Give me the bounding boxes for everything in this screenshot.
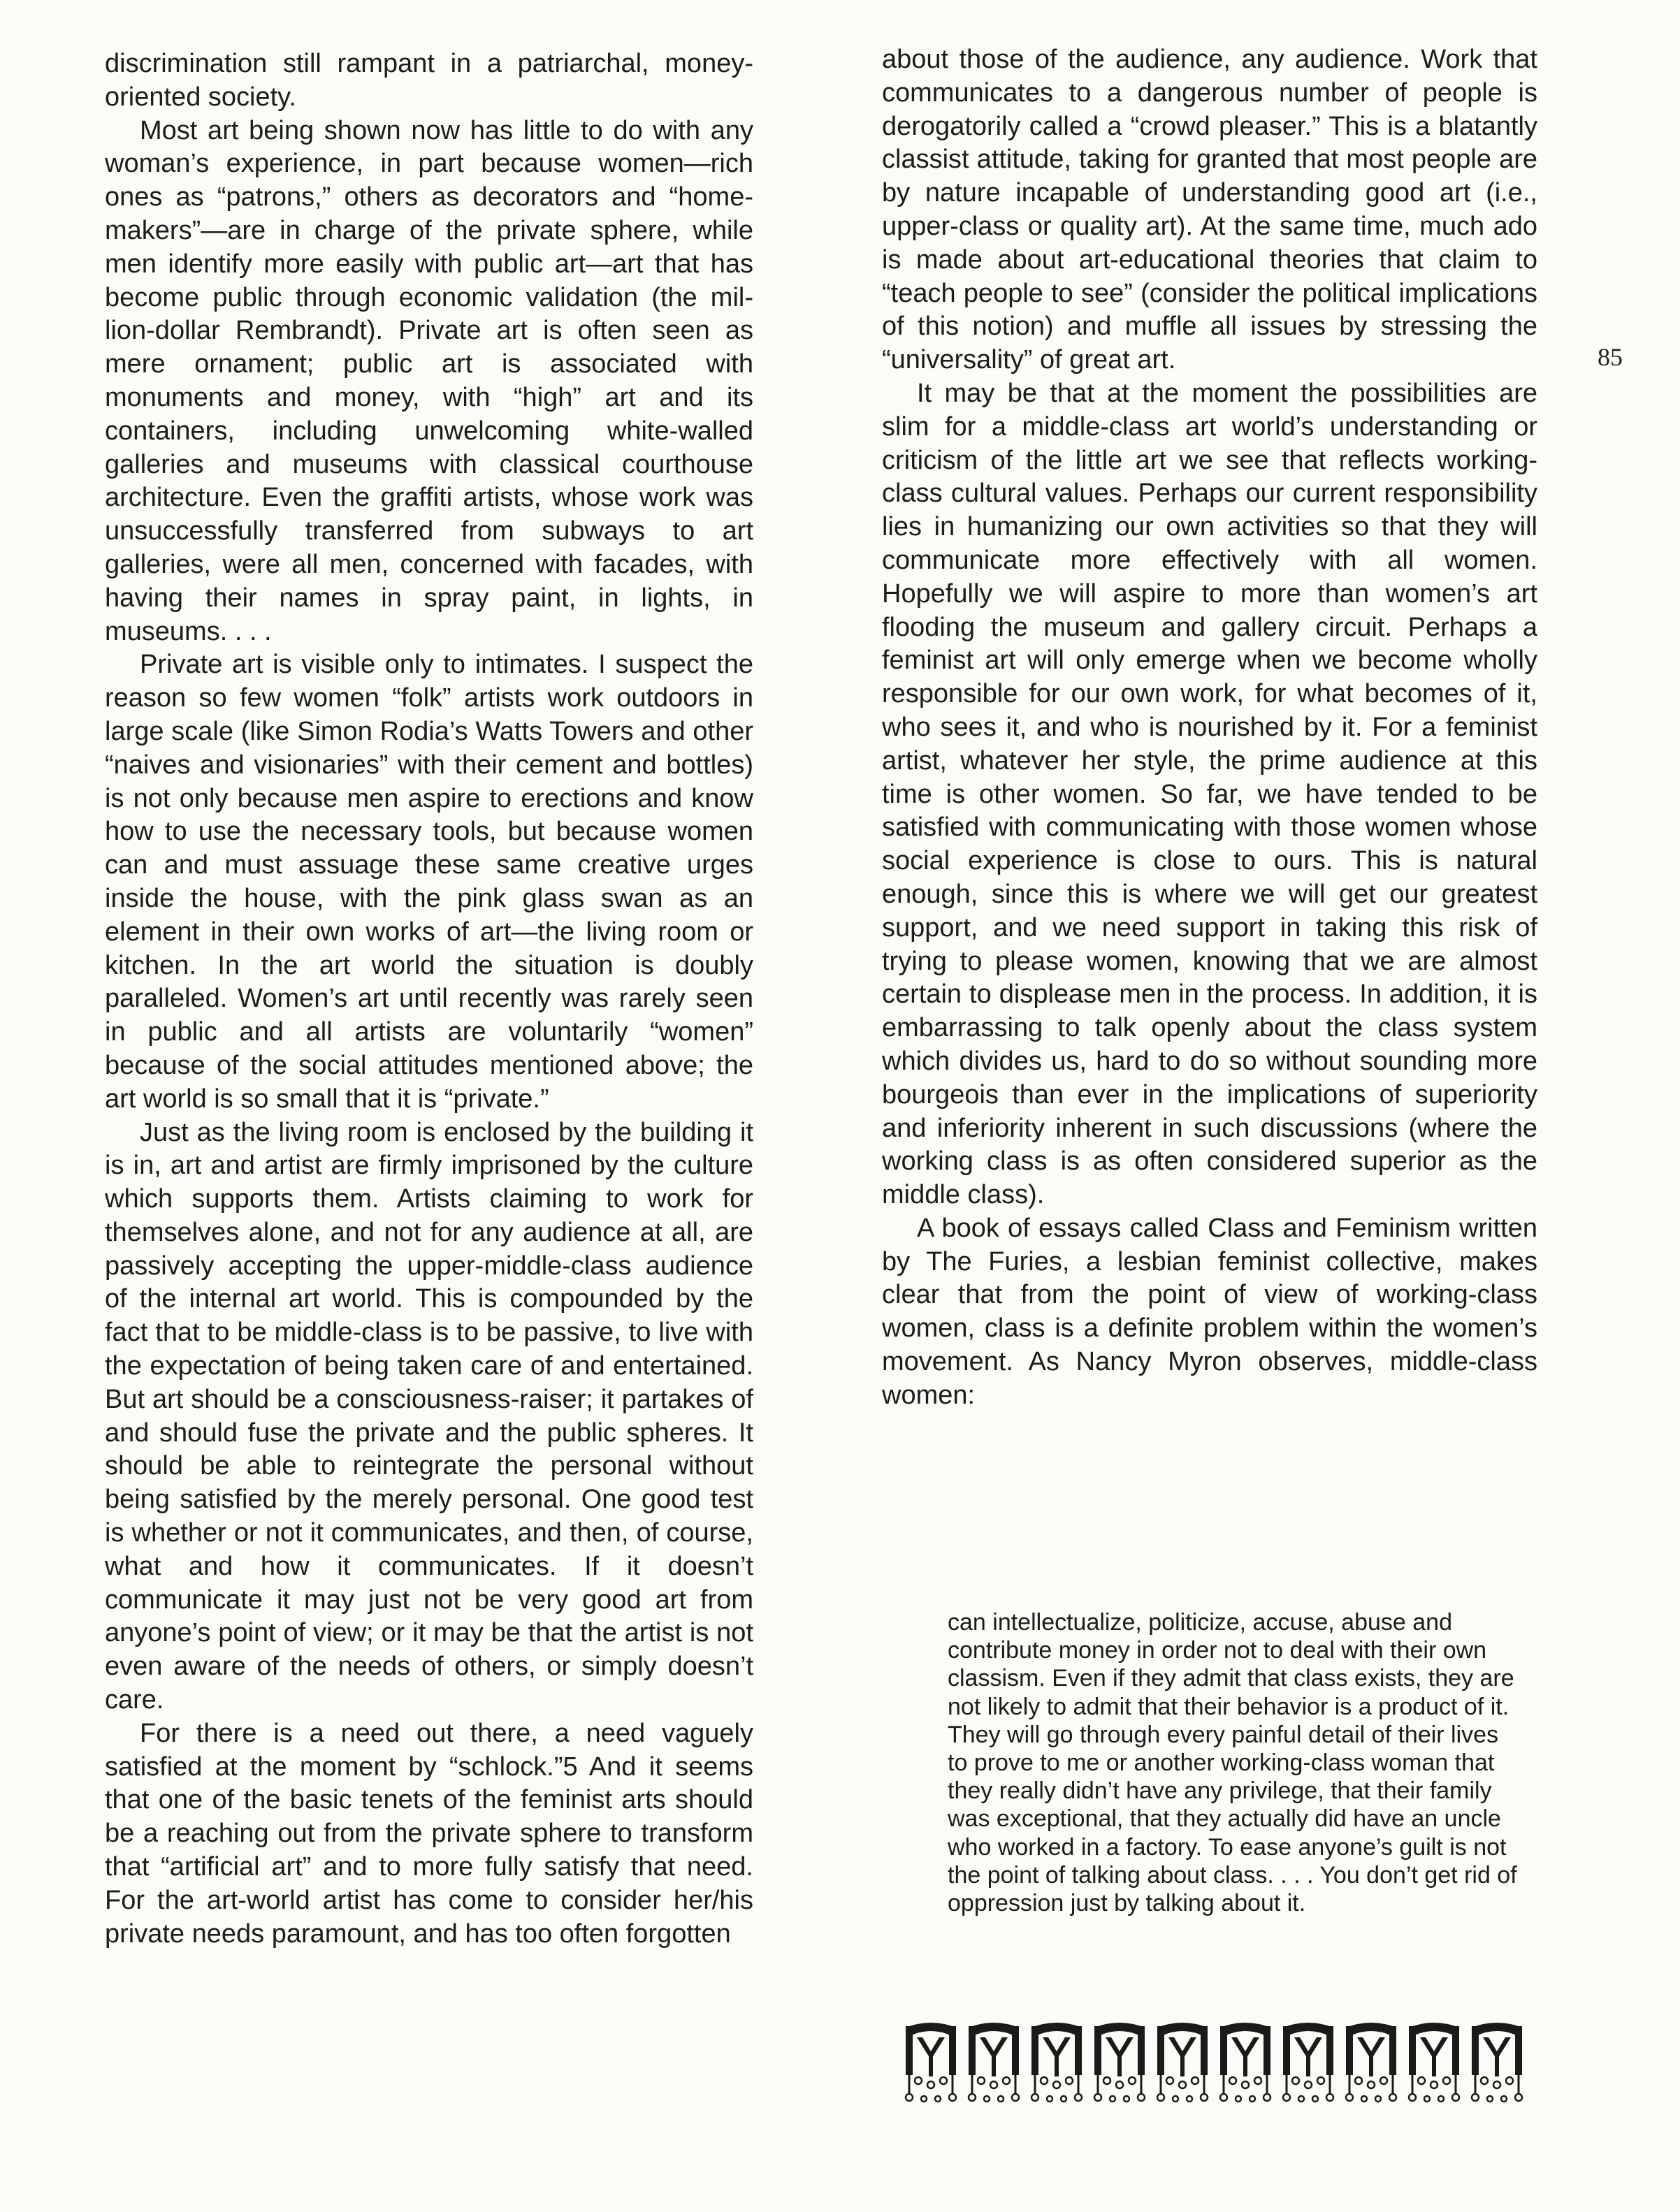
page-number: 85 bbox=[1598, 343, 1623, 371]
block-quote: can intellectualize, politicize, accuse, abuse and contribute money in order not to deal with their own classism. Even if they admit that class exists, they are not likely to admit that their behavior is a product of it. They will go through every painful detail of their lives to prove to me or another working-class woman that they really didn’t have any privilege, that their family was exceptional, that they actually did have an uncle who worked in a factory. To ease anyone’s guilt is not the point of talking about class. . . . You don’t get rid of oppression just by talking about it. bbox=[948, 1609, 1517, 1917]
paragraph: Just as the living room is enclosed by the building it is in, art and artist are firmly imprisoned by the culture which supports them. Artists claiming to work for themselves alone, and not for any audience at all, are passively accepting the upper-middle-class audience of the internal art world. This is compounded by the fact that to be middle-class is to be passive, to live with the expectation of being taken care of and entertained. But art should be a consciousness-raiser; it partakes of and should fuse the private and the public spheres. It should be able to reintegrate the personal without being satisfied by the merely personal. One good test is whether or not it communicates, and then, of course, what and how it communicates. If it doesn’t communicate it may just not be very good art from anyone’s point of view; or it may be that the artist is not even aware of the needs of others, or simply doesn’t care. bbox=[105, 1117, 753, 1715]
paragraph: For there is a need out there, a need vaguely satisfied at the moment by “schlock.”5 And it seems that one of the basic tenets of the feminist arts should be a reaching out from the private sphere to transform that “artificial art” and to more fully satisfy that need. For the art-world artist has come to consider her/his private needs paramount, and has too often forgotten bbox=[105, 1718, 753, 1949]
paragraph: about those of the audience, any audience. Work that communicates to a dangerous number of people is derogatorily called a “crowd pleaser.” This is a blatantly classist attitude, taking for granted that most people are by nature incapable of understanding good art (i.e., upper-class or quality art). At the same time, much ado is made about art-educational theories that claim to “teach people to see” (consider the political implications of this notion) and muffle all issues by stressing the “universality” of great art. bbox=[882, 45, 1537, 375]
decorative-ornament-border bbox=[899, 2016, 1533, 2107]
paragraph: discrimination still rampant in a patriarchal, money-oriented society. bbox=[105, 49, 753, 112]
paragraph: A book of essays called Class and Feminism written by The Furies, a lesbian feminist collective, makes clear that from the point of view of working-class women, class is a definite problem within the women’s movement. As Nancy Myron observes, middle-class women: bbox=[882, 1213, 1537, 1410]
left-text-column bbox=[105, 48, 753, 1951]
right-text-column bbox=[882, 43, 1537, 1413]
paragraph: Private art is visible only to intimates. I suspect the reason so few women “folk” artists work outdoors in large scale (like Simon Rodia’s Watts Towers and other “naives and visionaries” with their cement and bottles) is not only because men aspire to erections and know how to use the necessary tools, but because women can and must assuage these same creative urges inside the house, with the pink glass swan as an element in their own works of art—the living room or kitchen. In the art world the situation is doubly paralleled. Women’s art until recently was rarely seen in public and all artists are voluntarily “women” because of the social attitudes mentioned above; the art world is so small that it is “private.” bbox=[105, 650, 753, 1114]
paragraph: It may be that at the moment the possibilities are slim for a middle-class art world’s understanding or criticism of the little art we see that reflects working-class cultural values. Perhaps our current responsibility lies in humanizing our own activities so that they will communicate more effectively with all women. Hopefully we will aspire to more than women’s art flooding the museum and gallery circuit. Perhaps a feminist art will only emerge when we become wholly responsible for our own work, for what becomes of it, who sees it, and who is nourished by it. For a feminist artist, whatever her style, the prime audience at this time is other women. So far, we have tended to be satisfied with communicating with those women whose social experience is close to ours. This is natural enough, since this is where we will get our greatest support, and we need support in taking this risk of trying to please women, knowing that we are almost certain to displease men in the process. In addition, it is embarrassing to talk openly about the class system which divides us, hard to do so without sounding more bourgeois than ever in the implications of superiority and inferiority inherent in such discussions (where the working class is as often considered superior as the middle class). bbox=[882, 378, 1537, 1210]
paragraph: Most art being shown now has little to do with any woman’s experience, in part because women—rich ones as “patrons,” others as decorators and “home-makers”—are in charge of the private sphere, while men identify more easily with public art—art that has become public through economic validation (the million-dollar Rembrandt). Private art is often seen as mere ornament; public art is associated with monuments and money, with “high” art and its containers, including unwelcoming white-walled galleries and museums with classical courthouse architecture. Even the graffiti artists, whose work was unsuccessfully transferred from subways to art galleries, were all men, concerned with facades, with having their names in spray paint, in lights, in museums. . . . bbox=[105, 115, 753, 646]
